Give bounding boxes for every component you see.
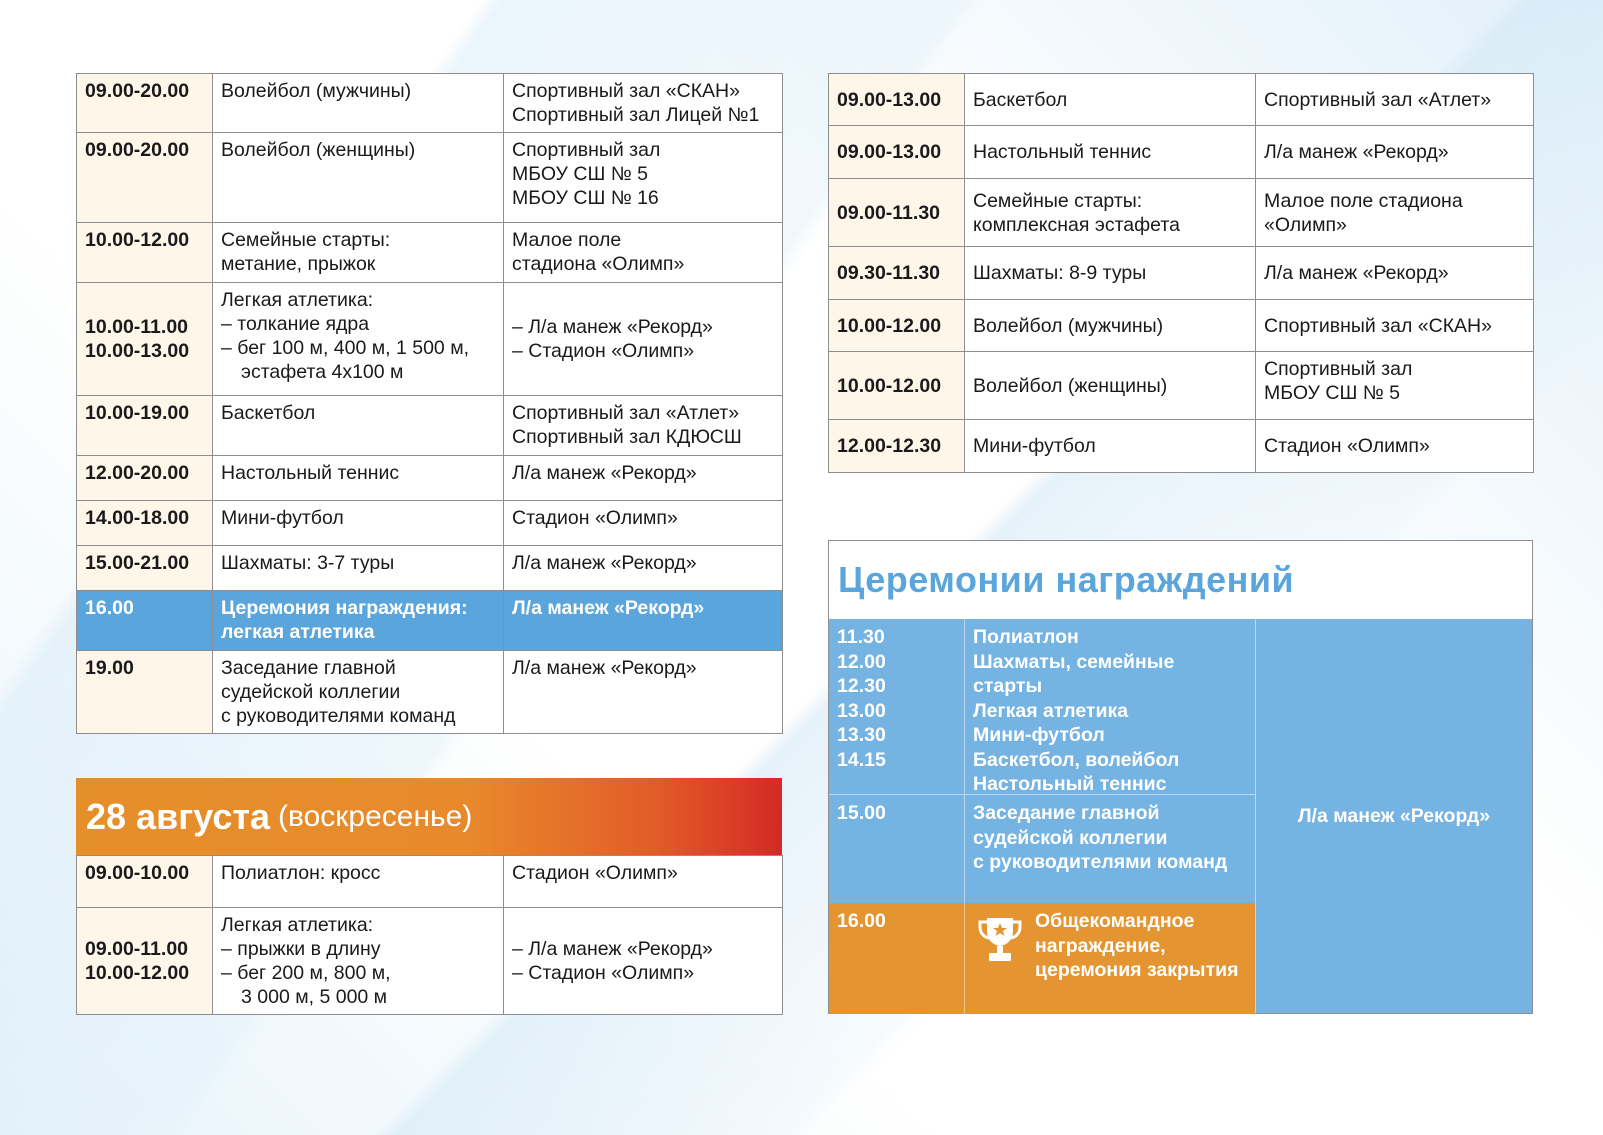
- ceremony-event: Баскетбол, волейбол: [973, 748, 1180, 771]
- ceremony-event-group3: [965, 903, 1255, 1014]
- time-line: 14.00-18.00: [85, 507, 190, 529]
- venue-line: Л/а манеж «Рекорд»: [1264, 141, 1449, 163]
- event-line: – бег 100 м, 400 м, 1 500 м,: [221, 337, 470, 359]
- event-cell: [213, 74, 504, 133]
- event-line: легкая атлетика: [221, 621, 375, 643]
- venue-cell: [1256, 74, 1534, 126]
- schedule-row: [77, 856, 783, 908]
- ceremony-time: 13.30: [837, 724, 886, 746]
- schedule-row: [829, 126, 1534, 179]
- event-cell: [965, 74, 1256, 126]
- ceremony-time-group2: [829, 795, 965, 903]
- ceremony-event: Полиатлон: [973, 626, 1079, 648]
- event-line: Легкая атлетика:: [221, 289, 374, 311]
- event-line: Волейбол (мужчины): [973, 314, 1164, 337]
- venue-line: Л/а манеж «Рекорд»: [512, 462, 697, 484]
- schedule-row: [829, 247, 1534, 300]
- schedule-row: [77, 283, 783, 396]
- venue-line: Стадион «Олимп»: [512, 507, 678, 529]
- event-cell: [213, 591, 504, 651]
- venue-cell: [1256, 420, 1534, 473]
- event-line: Шахматы: 3-7 туры: [221, 552, 395, 574]
- time-cell: [77, 223, 213, 283]
- event-cell: [965, 126, 1256, 179]
- event-line: Волейбол (женщины): [973, 374, 1168, 397]
- time-line: 09.00-11.30: [837, 201, 941, 224]
- schedule-row: [77, 74, 783, 133]
- time-line: 09.00-13.00: [837, 141, 942, 163]
- venue-cell: [504, 856, 783, 908]
- venue-line: Спортивный зал КДЮСШ: [512, 426, 742, 448]
- time-cell: [77, 133, 213, 223]
- time-cell: [829, 126, 965, 179]
- event-line: метание, прыжок: [221, 253, 376, 275]
- venue-cell: [504, 651, 783, 734]
- ceremony-time: 11.30: [837, 626, 885, 648]
- ceremony-event: Легкая атлетика: [973, 699, 1129, 722]
- event-line: комплексная эстафета: [973, 213, 1180, 236]
- event-line: Мини-футбол: [221, 507, 344, 529]
- schedule-row: [77, 133, 783, 223]
- event-line: 3 000 м, 5 000 м: [241, 986, 388, 1008]
- venue-line: стадиона «Олимп»: [512, 253, 685, 275]
- ceremony-event: церемония закрытия: [1035, 959, 1239, 981]
- venue-line: Спортивный зал «Атлет»: [512, 402, 740, 424]
- time-cell: [829, 352, 965, 420]
- time-line: 09.00-11.00: [85, 938, 189, 960]
- time-cell: [829, 420, 965, 473]
- schedule-row: [77, 546, 783, 591]
- event-line: с руководителями команд: [221, 705, 456, 727]
- schedule-table-left: [76, 73, 783, 734]
- time-line: 10.00-12.00: [85, 229, 190, 251]
- event-cell: [213, 133, 504, 223]
- sunday-weekday: (воскресенье): [278, 799, 473, 833]
- event-line: Волейбол (женщины): [221, 139, 416, 161]
- schedule-body-right: [829, 74, 1534, 473]
- event-cell: [213, 651, 504, 734]
- time-line: 10.00-19.00: [85, 402, 190, 424]
- venue-cell: [504, 283, 783, 396]
- time-line: 09.00-20.00: [85, 139, 190, 161]
- event-line: Легкая атлетика:: [221, 914, 374, 936]
- venue-line: – Л/а манеж «Рекорд»: [512, 938, 713, 960]
- venue-line: – Л/а манеж «Рекорд»: [512, 316, 713, 338]
- event-line: Полиатлон: кросс: [221, 862, 381, 884]
- event-line: – бег 200 м, 800 м,: [221, 962, 391, 984]
- time-line: 12.00-12.30: [837, 435, 942, 457]
- venue-line: Стадион «Олимп»: [512, 862, 678, 884]
- venue-cell: [504, 133, 783, 223]
- ceremony-time: 15.00: [837, 802, 886, 824]
- event-line: Семейные старты:: [221, 229, 391, 251]
- event-cell: [213, 456, 504, 501]
- schedule-row: [829, 352, 1534, 420]
- event-cell: [213, 396, 504, 456]
- ceremony-event: Мини-футбол: [973, 724, 1105, 746]
- venue-cell: [504, 591, 783, 651]
- ceremony-event: Общекомандное: [1035, 910, 1195, 932]
- sunday-date: 28 августа: [86, 795, 270, 837]
- event-cell: [965, 179, 1256, 247]
- schedule-row: [829, 300, 1534, 352]
- ceremony-time-group3: [829, 903, 965, 1014]
- venue-line: МБОУ СШ № 5: [1264, 382, 1400, 404]
- venue-line: Спортивный зал «СКАН»: [1264, 314, 1492, 337]
- schedule-table-sunday: [76, 855, 783, 1015]
- ceremony-event: с руководителями команд: [973, 851, 1228, 873]
- venue-cell: [1256, 126, 1534, 179]
- event-cell: [965, 300, 1256, 352]
- venue-cell: [1256, 179, 1534, 247]
- time-cell: [77, 396, 213, 456]
- ceremony-event: Шахматы, семейные старты: [973, 650, 1175, 697]
- schedule-row: [77, 223, 783, 283]
- time-cell: [77, 651, 213, 734]
- ceremonies-grid: [829, 619, 1532, 1013]
- schedule-body-left: [77, 74, 783, 734]
- event-line: Мини-футбол: [973, 435, 1096, 457]
- time-cell: [829, 247, 965, 300]
- venue-line: Малое поле: [512, 229, 622, 251]
- venue-cell: [504, 546, 783, 591]
- event-cell: [965, 247, 1256, 300]
- ceremony-time: 14.15: [837, 748, 886, 771]
- venue-line: МБОУ СШ № 5: [512, 163, 648, 185]
- venue-cell: [1256, 247, 1534, 300]
- time-line: 19.00: [85, 657, 134, 679]
- schedule-row: [829, 74, 1534, 126]
- time-line: 09.30-11.30: [837, 262, 941, 284]
- schedule-body-sunday: [77, 856, 783, 1015]
- event-line: Церемония награждения:: [221, 597, 468, 619]
- event-cell: [213, 223, 504, 283]
- time-cell: [77, 501, 213, 546]
- ceremony-event: награждение,: [1035, 934, 1166, 957]
- event-line: – толкание ядра: [221, 313, 370, 335]
- venue-cell: [504, 396, 783, 456]
- time-line: 09.00-10.00: [85, 862, 190, 884]
- time-cell: [77, 546, 213, 591]
- ceremony-time: 12.30: [837, 675, 886, 697]
- ceremony-event-group2: [965, 795, 1255, 903]
- event-line: судейской коллегии: [221, 681, 401, 703]
- venue-line: Стадион «Олимп»: [1264, 435, 1430, 457]
- venue-line: Л/а манеж «Рекорд»: [512, 552, 697, 574]
- ceremony-time: 13.00: [837, 699, 886, 722]
- event-cell: [965, 420, 1256, 473]
- event-line: Заседание главной: [221, 657, 396, 679]
- event-line: Настольный теннис: [221, 462, 400, 484]
- schedule-row: [77, 456, 783, 501]
- time-line: 10.00-12.00: [837, 314, 942, 337]
- time-line: 15.00-21.00: [85, 552, 190, 574]
- ceremony-times-group1: [829, 619, 965, 795]
- schedule-row: [77, 651, 783, 734]
- ceremony-event: судейской коллегии: [973, 826, 1168, 849]
- event-line: Семейные старты:: [973, 189, 1143, 212]
- ceremony-time: 12.00: [837, 650, 886, 673]
- time-line: 12.00-20.00: [85, 462, 190, 484]
- venue-cell: [1256, 300, 1534, 352]
- schedule-row: [77, 396, 783, 456]
- time-line: 10.00-13.00: [85, 340, 190, 362]
- venue-line: Спортивный зал: [512, 139, 661, 161]
- time-cell: [77, 283, 213, 396]
- time-line: 09.00-20.00: [85, 80, 190, 102]
- event-line: Баскетбол: [973, 88, 1068, 111]
- venue-line: – Стадион «Олимп»: [512, 962, 695, 984]
- venue-line: Л/а манеж «Рекорд»: [512, 657, 697, 679]
- time-line: 10.00-12.00: [85, 962, 190, 984]
- event-cell: [213, 856, 504, 908]
- venue-line: Л/а манеж «Рекорд»: [512, 597, 705, 619]
- event-line: Баскетбол: [221, 402, 316, 424]
- schedule-table-right: [828, 73, 1534, 473]
- time-cell: [77, 74, 213, 133]
- time-cell: [77, 456, 213, 501]
- venue-line: Л/а манеж «Рекорд»: [1264, 262, 1449, 284]
- time-cell: [829, 300, 965, 352]
- venue-cell: [504, 456, 783, 501]
- time-cell: [829, 179, 965, 247]
- ceremony-events-group1: [965, 619, 1255, 795]
- event-line: Настольный теннис: [973, 141, 1152, 163]
- ceremonies-block: [828, 540, 1533, 1014]
- schedule-row: [77, 501, 783, 546]
- time-cell: [77, 908, 213, 1015]
- event-cell: [213, 546, 504, 591]
- schedule-row: [77, 591, 783, 651]
- venue-line: Спортивный зал «СКАН»: [512, 80, 740, 102]
- venue-line: Спортивный зал «Атлет»: [1264, 88, 1492, 111]
- event-cell: [213, 908, 504, 1015]
- venue-cell: [504, 501, 783, 546]
- schedule-row: [829, 179, 1534, 247]
- time-line: 10.00-12.00: [837, 374, 942, 397]
- time-cell: [829, 74, 965, 126]
- event-line: Шахматы: 8-9 туры: [973, 262, 1147, 284]
- venue-line: Малое поле стадиона «Олимп»: [1264, 189, 1463, 236]
- venue-line: Спортивный зал Лицей №1: [512, 104, 760, 126]
- ceremony-time: 16.00: [837, 910, 886, 932]
- schedule-row: [829, 420, 1534, 473]
- schedule-row: [77, 908, 783, 1015]
- venue-line: Спортивный зал: [1264, 358, 1413, 380]
- venue-cell: [504, 74, 783, 133]
- event-line: Волейбол (мужчины): [221, 80, 412, 102]
- time-cell: [77, 856, 213, 908]
- sunday-header: [76, 778, 782, 855]
- ceremonies-title: Церемонии награждений: [838, 559, 1295, 600]
- event-line: – прыжки в длину: [221, 938, 381, 960]
- venue-cell: [1256, 352, 1534, 420]
- event-cell: [965, 352, 1256, 420]
- time-line: 16.00: [85, 597, 134, 619]
- ceremony-venue: Л/а манеж «Рекорд»: [1255, 619, 1532, 1013]
- event-cell: [213, 501, 504, 546]
- event-cell: [213, 283, 504, 396]
- venue-line: МБОУ СШ № 16: [512, 187, 659, 209]
- event-line: эстафета 4х100 м: [241, 361, 404, 383]
- ceremony-event: Настольный теннис: [973, 773, 1167, 795]
- time-line: 09.00-13.00: [837, 88, 942, 111]
- trophy-icon: [977, 915, 1023, 965]
- ceremony-event: Заседание главной: [973, 802, 1160, 824]
- time-line: 10.00-11.00: [85, 316, 189, 338]
- venue-line: – Стадион «Олимп»: [512, 340, 695, 362]
- venue-cell: [504, 908, 783, 1015]
- venue-cell: [504, 223, 783, 283]
- closing-ceremony-text: [1035, 909, 1239, 983]
- time-cell: [77, 591, 213, 651]
